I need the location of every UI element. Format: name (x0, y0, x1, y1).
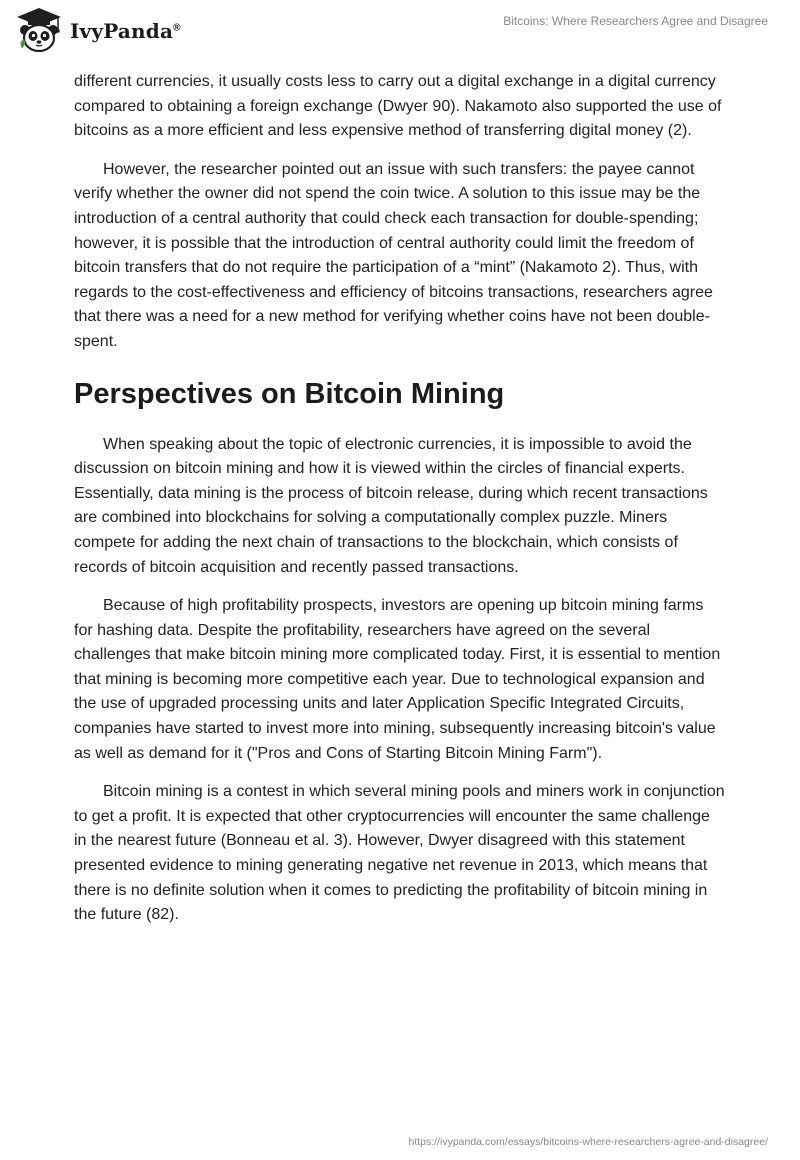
document-title: Bitcoins: Where Researchers Agree and Disagree (503, 14, 768, 28)
essay-body (74, 70, 726, 942)
page-header (0, 0, 800, 64)
paragraph: When speaking about the topic of electronic currencies, it is impossible to avoid the discussion on bitcoin mining and how it is viewed within the circles of financial experts. Essentially, data mining is the process of bitcoin release, during which recent transactions are combined into blockchains for solving a computationally complex puzzle. Miners compete for adding the next chain of transactions to the blockchain, which consists of records of bitcoin acquisition and recently passed transactions. (74, 435, 708, 576)
brand-name-text: IvyPanda (70, 19, 174, 43)
section-heading: Perspectives on Bitcoin Mining (74, 377, 505, 410)
brand-name (70, 19, 181, 43)
brand-logo[interactable] (14, 6, 181, 56)
paragraph: Bitcoin mining is a contest in which several mining pools and miners work in conjunction to get a profit. It is expected that other cryptocurrencies will encounter the same challenge in the nearest future (Bonneau et al. 3). However, Dwyer disagreed with this statement presented evidence to mining generating negative net revenue in 2013, which means that there is no definite solution when it comes to predicting the profitability of bitcoin mining in the future (82). (74, 783, 725, 924)
paragraph: However, the researcher pointed out an issue with such transfers: the payee cannot verify whether the owner did not spend the coin twice. A solution to this issue may be the introduction of a central authority that could check each transaction for double-spending; however, it is possible that the introduction of central authority could limit the freedom of bitcoin transfers that do not require the participation of a “mint” (Nakamoto 2). Thus, with regards to the cost-effectiveness and efficiency of bitcoins transactions, researchers agree that there was a need for a new method for verifying whether coins have not been double-spent. (74, 160, 713, 350)
panda-graduate-icon (14, 6, 64, 56)
paragraph: Because of high profitability prospects, investors are opening up bitcoin mining farms for hashing data. Despite the profitability, researchers have agreed on the several challenges that make bitcoin mining more complicated today. First, it is essential to mention that mining is becoming more competitive each year. Due to technological expansion and the use of upgraded processing units and later Application Specific Integrated Circuits, companies have started to invest more into mining, subsequently increasing bitcoin's value as well as demand for it ("Pros and Cons of Starting Bitcoin Mining Farm"). (74, 597, 721, 762)
trademark-symbol: ® (173, 22, 181, 34)
source-url[interactable]: https://ivypanda.com/essays/bitcoins-where-researchers-agree-and-disagree/ (408, 1136, 768, 1148)
paragraph-continued: different currencies, it usually costs less to carry out a digital exchange in a digital currency compared to obtaining a foreign exchange (Dwyer 90). Nakamoto also supported the use of bitcoins as a more efficient and less expensive method of transferring digital money (2). (74, 73, 722, 140)
